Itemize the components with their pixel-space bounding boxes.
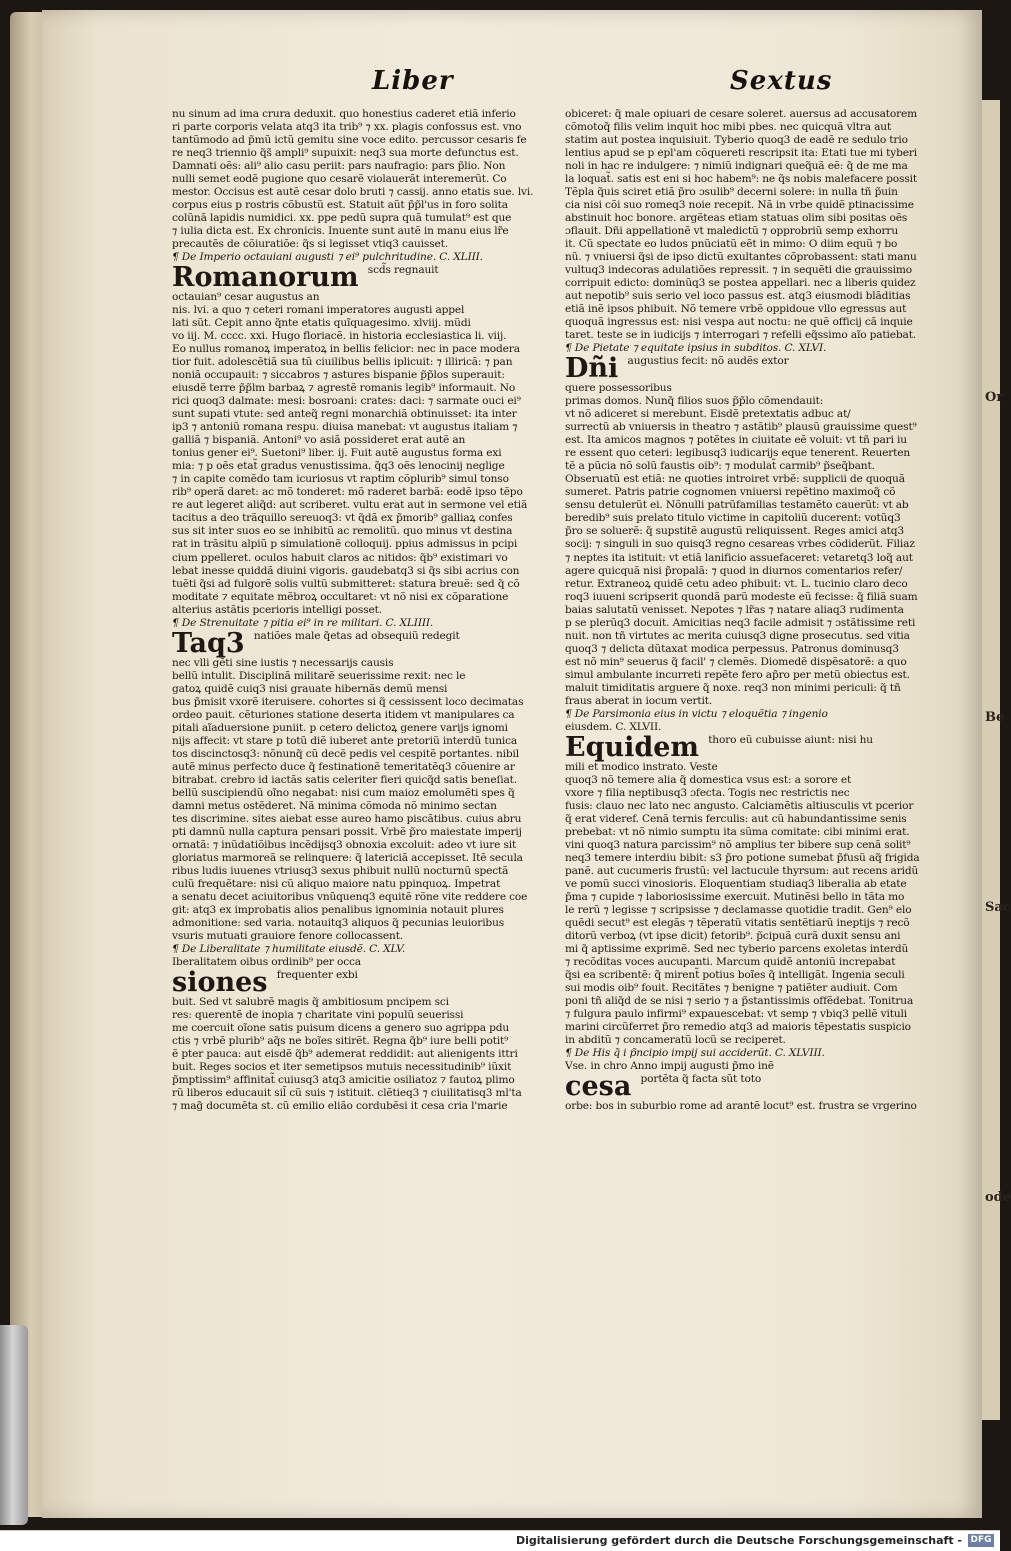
text-line: re essent quo ceteri: legibusq3 iudicarijs eque tenerent. Reuerten (565, 447, 911, 460)
text-line: orbe: bos in suburbio rome ad arantẽ locut⁹ est. frustra se vrgerino (565, 1100, 917, 1113)
text-line: me coercuit oĩone satis puisum dicens a genero suo agrippa pdu (172, 1022, 510, 1034)
text-line: Tẽpla q̃uis sciret etiã p̃ro ɔsulib⁹ decerni solere: in nulla tñ p̃uin (565, 186, 898, 199)
text-line: mi q̃ aptissime exprimẽ. Sed nec tyberio parcens exoletas interdũ (565, 942, 909, 955)
text-line: culũ frequẽtare: nisi cũ aliquo maiore natu ppinquoꝝ. Impetrat (172, 877, 501, 890)
initial-word: Equidem (565, 731, 699, 763)
text-line: statim aut postea inquisiuit. Tyberio quoq3 de eadẽ re sedulo trio (565, 134, 908, 147)
text-line: tior fuit. adolescẽtiã sua tũ ciuilibus bellis iplicuit: ⁊ illiricã: ⁊ pan (172, 356, 513, 369)
text-line: socij: ⁊ singuli in suo quisq3 regno cesareas vrbes cõdiderũt. Filiaz (565, 538, 915, 551)
text-line: ¶ De His q̃ i p̃ncipio impij sui acciderũt. C. XLVIII. (565, 1047, 825, 1060)
text-line: octauian⁹ cesar augustus an (172, 291, 320, 304)
text-line: bus p̃misit vxorẽ iteruisere. cohortes si q̃ cessissent loco decimatas (172, 695, 524, 708)
text-line: cõmotoq̃ filis velim inquit hoc mibi pbes. nec quicquã vltra aut (565, 121, 892, 134)
text-line: gloriatus marmoreã se relinquere: q̃ latericiã accepisset. Itẽ secula (172, 851, 523, 864)
text-line: abstinuit hoc bonore. argẽteas etiam statuas olim sibi positas oẽs (565, 212, 908, 225)
text-line: est. Ita amicos magnos ⁊ potẽtes in ciuitate eẽ voluit: vt tñ pari iu (565, 434, 907, 447)
initial-word: siones (172, 966, 268, 998)
text-line (172, 966, 562, 998)
text-line: tes discrimine. sites aiebat esse aureo hamo piscãtibus. cuius abru (172, 812, 522, 825)
next-page-edge (982, 100, 1011, 1420)
text-line: ¶ De Pietate ⁊ equitate ipsius in subditos. C. XLVI. (565, 342, 827, 355)
text-span: augustius fecit: nõ audẽs extor (624, 355, 789, 368)
initial-word: cesa (565, 1071, 632, 1103)
text-line: nulli semet eodẽ pugione quo cesarẽ violauerãt interemerũt. Co (172, 173, 507, 186)
text-line: pitali aĩaduersione puniit. p cetero delictoꝝ genere varijs ignomi (172, 721, 508, 734)
binding-clip (0, 1325, 28, 1525)
text-line: quẽdi secut⁹ est elegãs ⁊ tẽperatũ vitatis sentẽtiarũ ineptijs ⁊ recõ (565, 916, 910, 929)
text-line: ordeo pauit. cẽturiones statione deserta itidem vt manipulares ca (172, 708, 515, 721)
text-line: bitrabat. crebro id iactãs satis celeriter fieri quicq̃d satis beneſiat. (172, 773, 517, 786)
text-line: q̃si ea scribentẽ: q̃ mirent̃ potius boĩes q̃ intelligãt. Ingenia seculi (565, 968, 905, 981)
text-line: moditate ⁊ equitate mẽbroꝝ occultaret: vt nõ nisi ex cõparatione (172, 590, 509, 603)
text-line: ⁊ in capite comẽdo tam icuriosus vt raptim cõplurib⁹ simul tonso (172, 473, 509, 486)
text-line: colũnã lapidis numidici. xx. ppe pedũ supra quã tumulat⁹ est que (172, 212, 512, 225)
text-line: tuẽti q̃si ad fulgorẽ solis vultũ submitteret: statura breuẽ: sed q̃ cõ (172, 577, 520, 590)
text-line: ¶ De Strenuitate ⁊ pitia ei⁹ in re militari. C. XLIIII. (172, 616, 434, 629)
text-line: quere possessoribus (565, 382, 672, 395)
text-line: eiusdẽ terre p̃p̃lm barbaꝝ ⁊ agrestẽ romanis legib⁹ informauit. No (172, 382, 516, 395)
text-line: mili et modico instrato. Veste (565, 760, 718, 773)
text-line: corpus eius p rostris cõbustũ est. Statuit aũt p̃p̃l'us in foro solita (172, 199, 508, 212)
text-line: vt nõ adiceret si merebunt. Eisdẽ pretextatis adbuc at/ (565, 408, 851, 421)
initial-word: Taq3 (172, 627, 245, 659)
text-line: corripuit edicto: dominũq3 se postea appellari. nec a liberis quidez (565, 277, 916, 290)
text-line: quoquã ingressus est: nisi vespa aut noctu: ne quẽ officij cã inquie (565, 316, 913, 329)
text-line: taret. teste se in iudicijs ⁊ interrogari ⁊ refelli eq̃ssimo aĩo patiebat. (565, 329, 917, 342)
text-line: panẽ. aut cucumeris frustũ: vel lactucule thyrsum: aut recens aridũ (565, 864, 919, 877)
text-line (565, 1071, 957, 1103)
text-line: in abditũ ⁊ concameratũ locũ se reciperet. (565, 1034, 786, 1047)
text-line: mestor. Occisus est autẽ cesar dolo bruti ⁊ cassij. anno etatis sue. lvi. (172, 186, 534, 199)
text-line: nũ. ⁊ vniuersi q̃si de ipso dictũ exultantes cõprobassent: stati manu (565, 251, 917, 264)
text-line: nec vlli gẽti sine iustis ⁊ necessarijs causis (172, 656, 394, 669)
footer-credit: Digitalisierung gefördert durch die Deutsche Forschungsgemeinschaft - (515, 1534, 962, 1547)
text-line: aut nepotib⁹ suis serio vel ioco passus est. atq3 eiusmodi blãditias (565, 290, 911, 303)
text-line: p̃mptissim⁹ affinitat̃ cuiusq3 atq3 amicitie osiliatoz ⁊ fautoꝝ plimo (172, 1074, 515, 1087)
text-line: tos discinctosq3: nõnunq̃ cũ decẽ pedis vel cespitẽ portantes. nibil (172, 747, 519, 760)
text-line: ¶ De Imperio octauiani augusti ⁊ ei⁹ pulchritudine. C. XLIII. (172, 251, 483, 264)
text-line: p se plerũq3 docuit. Amicitias neq3 facile admisit ⁊ ɔstãtissime reti (565, 616, 916, 629)
text-line: res: querentẽ de inopia ⁊ charitate vini populũ seuerissi (172, 1008, 464, 1021)
text-line: le rerũ ⁊ legisse ⁊ scripsisse ⁊ declamasse quotidie tradit. Gen⁹ elo (565, 903, 912, 916)
next-page-fragment: Be (985, 710, 1005, 725)
text-line: noniã occupauit: ⁊ siccabros ⁊ astures bispanie p̃p̃los superauit: (172, 369, 505, 382)
footer-bar (0, 1530, 1000, 1551)
text-line: nuit. non tñ virtutes ac merita cuiusq3 digne prosecutus. sed vitia (565, 629, 910, 642)
text-line: q̃ erat videref. Cenã ternis ferculis: aut cũ habundantissime senis (565, 812, 907, 825)
text-line: surrectũ ab vniuersis in theatro ⁊ astãtib⁹ plausũ grauissime quest⁹ (565, 421, 917, 434)
text-line: ip3 ⁊ antoniũ romana respu. diuisa manebat: vt augustus italiam ⁊ (172, 421, 518, 434)
text-span: thoro eũ cubuisse aiunt: nisi hu (704, 733, 873, 746)
text-line: re neq3 triennio q̃s̃ ampli⁹ supuixit: neq3 sua morte defunctus est. (172, 147, 519, 160)
text-line: Damnati oẽs: ali⁹ alio casu periit: pars naufragio: pars p̃lio. Non (172, 160, 506, 173)
text-line (172, 627, 562, 659)
text-span: natiões male q̃etas ad obsequiũ redegit (250, 629, 460, 642)
text-line: tacitus a deo trãquillo sereuoq3: vt q̃dã ex p̃morib⁹ galliaꝝ confes (172, 512, 513, 525)
text-line: roq3 iuueni scripserit quondã parũ modeste eũ fecisse: q̃ filiã suam (565, 590, 918, 603)
text-line: bellũ intulit. Disciplinã militarẽ seuerissime rexit: nec le (172, 669, 466, 682)
text-line (565, 353, 957, 385)
text-line (172, 262, 562, 294)
text-line: est nõ min⁹ seuerus q̃ facil' ⁊ clemẽs. Diomedẽ dispẽsatorẽ: a quo (565, 655, 907, 668)
initial-word: Romanorum (172, 262, 359, 294)
text-line (565, 731, 957, 763)
text-line: ri parte corporis velata atq3 ita trib⁹ ⁊ xx. plagis confossus est. vno (172, 121, 522, 134)
text-line: Vse. in chro Anno impij augusti p̃mo inẽ (565, 1060, 774, 1073)
text-line: rũ liberos educauit sil̃ cũ suis ⁊ istituit. clẽtieq3 ⁊ ciuilitatisq3 ml'ta (172, 1087, 522, 1100)
text-column-left (172, 108, 562, 1113)
text-line: precautẽs de cõiuratiõe: q̃s si legisset vtiq3 cauisset. (172, 238, 448, 251)
text-line: ⁊ iulia dicta est. Ex chronicis. Inuente sunt autẽ in manu eius lr̃e (172, 225, 509, 238)
text-line: marini circũferret p̃ro remedio atq3 ad maioris tẽpestatis suspicio (565, 1021, 911, 1034)
text-line: sensu detulerũt ei. Nõnulli patrũfamilias testamẽto cauerũt: vt ab (565, 499, 909, 512)
text-line: tonius gener ei⁹. Suetoni⁹ liber. ij. Fuit autẽ augustus forma exi (172, 447, 502, 460)
text-line: rici quoq3 dalmate: mesi: bosroani: crates: daci: ⁊ sarmate ouci ei⁹ (172, 395, 521, 408)
text-line: poni tñ aliq̃d de se nisi ⁊ serio ⁊ a p̃stantissimis offẽdebat. Tonitrua (565, 995, 914, 1007)
text-line: galliã ⁊ bispaniã. Antoni⁹ vo asiã possideret erat autẽ an (172, 434, 466, 447)
text-line: maluit timiditatis arguere q̃ noxe. req3 non minimi periculi: q̃ tñ (565, 681, 901, 694)
next-page-fragment: Or (985, 390, 1004, 405)
text-line: damni metus ostẽderet. Nã minima cõmoda nõ minimo sectan (172, 799, 497, 812)
text-line: autẽ minus perfecto duce q̃ festinationẽ temeritatẽq3 cõuenire ar (172, 760, 515, 773)
text-line: ctis ⁊ vrbẽ plurib⁹ aq̃s ne boĩes sitirẽt. Regna q̃b⁹ iure belli potit⁹ (172, 1035, 509, 1048)
text-line: bellũ suscipiendũ oĩno negabat: nisi cum maioz emolumẽti spes q̃ (172, 786, 515, 799)
text-line: rat in trãsitu alpiũ p simulationẽ colloquij. ppius admissus in pcipi (172, 538, 518, 551)
text-line: sui modis oib⁹ fouit. Recitãtes ⁊ benigne ⁊ patiẽter audiuit. Com (565, 981, 898, 994)
text-line: sumeret. Patris patrie cognomen vniuersi repẽtino maximoq̃ cõ (565, 486, 896, 499)
text-line: it. Cũ spectate eo ludos pnũciatũ eẽt in mimo: O diim equũ ⁊ bo (565, 238, 898, 251)
text-line: vxore ⁊ filia neptibusq3 ɔfecta. Togis nec restrictis nec (565, 786, 850, 799)
text-line: noli in hac re indulgere: ⁊ nimiũ indignari queq̃uã eẽ: q̃ de me ma (565, 160, 908, 173)
text-line: ɔflauit. Dñi appellationẽ vt maledictũ ⁊ opprobriũ semp exhorru (565, 225, 899, 238)
text-line: la loquat̃. satis est eni si hoc habem⁹: ne q̃s nobis malefacere possit (565, 173, 917, 186)
text-line: vsuris mutuati grauiore fenore collocassent. (172, 929, 404, 942)
text-line: obiceret: q̃ male opiuari de cesare soleret. auersus ad accusatorem (565, 108, 918, 120)
text-line: ⁊ fulgura paulo infirmi⁹ expauescebat: vt semp ⁊ vbiq3 pellẽ vituli (565, 1008, 907, 1021)
text-line: buit. Sed vt salubrẽ magis q̃ ambitiosum pncipem sci (172, 995, 449, 1008)
text-line: mia: ⁊ p oẽs etat̃ gradus venustissima. q̃q3 oẽs lenocinij neglige (172, 460, 505, 473)
text-span: portẽta q̃ facta sũt toto (637, 1073, 762, 1086)
text-line: fusis: clauo nec lato nec angusto. Calciamẽtis altiusculis vt pcerior (565, 799, 914, 812)
next-page-fragment: Sac (985, 900, 1011, 915)
text-line: Eo nullus romanoꝝ imperatoꝝ in bellis felicior: nec in pace modera (172, 343, 520, 356)
text-line: etiã inẽ ipsos phibuit. Nõ temere vrbẽ oppidoue vllo egressus aut (565, 303, 907, 316)
text-line: neq3 temere interdiu bibit: s3 p̃ro potione sumebat p̃fusũ aq̃ frigida (565, 851, 920, 864)
text-line: Obseruatũ est etiã: ne quoties introiret vrbẽ: supplicii de quoquã (565, 473, 905, 486)
text-line: lebat inesse quiddã diuini vigoris. gaudebatq3 si q̃s sibi acrius con (172, 564, 520, 577)
text-line: alterius astãtis pcerioris intelligi posset. (172, 603, 382, 616)
text-line: ribus ludis iuuenes vtriusq3 sexus phibuit nullũ nocturnũ spectã (172, 864, 509, 877)
text-line: rib⁹ operã daret: ac mõ tonderet: mõ raderet barbã: eodẽ ipso tẽpo (172, 486, 523, 499)
text-line: git: atq3 ex improbatis alios penalibus ignominia notauit plures (172, 903, 504, 916)
text-line: fraus aberat in iocum vertit. (565, 694, 713, 707)
text-line: quoq3 nõ temere alia q̃ domestica vsus est: a sorore et (565, 773, 852, 786)
text-line: sunt supati vtute: sed anteq̃ regni monarchiã obtinuisset: ita inter (172, 408, 517, 421)
text-line: beredib⁹ suis prelato titulo victime in capitoliũ ducerent: votũq3 (565, 512, 901, 525)
text-line: nu sinum ad ima crura deduxit. quo honestius caderet etiã inferio (172, 108, 516, 120)
text-line: sus sit inter suos eo se inhibitũ ac remolitũ. quo minus vt destina (172, 525, 513, 538)
text-line: vultuq3 indecoras adulatiões repressit. ⁊ in sequẽti die grauissimo (565, 264, 912, 277)
text-line: cium ppelleret. oculos habuit claros ac nitidos: q̃b⁹ existimari vo (172, 551, 508, 564)
text-line: admonitione: sed varia. notauitq3 aliquos q̃ pecunias leuioribus (172, 916, 505, 929)
text-line: buit. Reges socios et iter semetipsos mutuis necessitudinib⁹ iũxit (172, 1061, 512, 1074)
text-line: gatoꝝ quidẽ cuiq3 nisi grauate hibernãs demũ mensi (172, 682, 448, 695)
text-line: agere quicquã nisi p̃ropalã: ⁊ quod in diurnos comentarios refer/ (565, 564, 903, 577)
text-line: pti damnũ nulla captura pensari possit. Vrbẽ p̃ro maiestate imperij (172, 825, 522, 838)
running-head-left: Liber (372, 66, 454, 96)
text-line: vini quoq3 natura parcissim⁹ nõ amplius ter bibere sup cenã solit⁹ (565, 838, 911, 851)
text-line: nis. lvi. a quo ⁊ ceteri romani imperatores augusti appel (172, 304, 465, 317)
text-span: frequenter exbi (273, 968, 358, 981)
text-line: ve pomũ succi vinosioris. Eloquentiam studiaq3 liberalia ab etate (565, 877, 907, 890)
text-line: primas domos. Nunq̃ filios suos p̃p̃lo cõmendauit: (565, 395, 824, 408)
text-line: retur. Extraneoꝝ quidẽ cetu adeo phibuit: vt. L. tucinio claro deco (565, 577, 908, 590)
text-line: ⁊ mag̃ documẽta st. cũ emilio elião cordubẽsi it cesa cria l'marie (172, 1100, 508, 1113)
text-line: eiusdem. C. XLVII. (565, 720, 662, 733)
text-line: nijs affecit: vt stare p totũ diẽ iuberet ante pretoriũ interdũ tunica (172, 734, 518, 747)
text-line: cia nisi cõi suo romeq3 noie recepit. Nã in vrbe quidẽ ptinacissime (565, 199, 914, 212)
text-line: simul ambulante incurreti repẽte fero ap̃ro per metũ obiectus est. (565, 668, 910, 681)
text-line: quoq3 ⁊ delicta dũtaxat modica perpessus. Patronus dominusq3 (565, 642, 899, 655)
text-line: baias salutatũ venisset. Nepotes ⁊ lr̃as ⁊ natare aliaq3 rudimenta (565, 603, 904, 616)
text-line: tantũmodo ad p̃mũ ictũ gemitu sine voce edito. percussor cesaris fe (172, 134, 527, 147)
text-line: ¶ De Liberalitate ⁊ humilitate eiusdẽ. C. XLV. (172, 942, 406, 955)
text-line: Iberalitatem oibus ordinib⁹ per occa (172, 955, 361, 968)
text-line: p̃ro se soluerẽ: q̃ supstitẽ augustũ reliquissent. Reges amici atq3 (565, 525, 904, 538)
text-line: ẽ pter pauca: aut eisdẽ q̃b⁹ ademerat reddidit: aut alienigents ittri (172, 1048, 518, 1061)
text-line: ditorũ verboꝝ (vt ipse dicit) fetorib⁹. p̃cipuã curã duxit sensu ani (565, 929, 901, 942)
text-line: tẽ a pũcia nõ solũ faustis oib⁹: ⁊ modulat̃ carmib⁹ p̃seq̃bant. (565, 460, 875, 473)
dfg-logo: DFG (968, 1534, 994, 1547)
initial-word: Dñi (565, 353, 619, 385)
text-line: prebebat: vt nõ nimio sumptu ita sũma comitate: cibi minimi erat. (565, 825, 910, 838)
text-line: ornatã: ⁊ inũdatiõibus incẽdijsq3 obnoxia excoluit: adeo vt iure sit (172, 838, 517, 851)
text-line: lentius apud se p epl'am cõquereti rescripsit ita: Etati tue mi tyberi (565, 147, 918, 160)
next-page-fragment: ode (985, 1190, 1011, 1205)
text-line: a senatu decet aciuitoribus vnũquenq3 equitẽ rõne vite reddere coe (172, 890, 528, 903)
running-head-right: Sextus (730, 66, 833, 96)
text-line: p̃ma ⁊ cupide ⁊ laboriosissime exercuit. Mutinẽsi bello in tãta mo (565, 890, 905, 903)
text-line: re aut legeret aliq̃d: aut scriberet. vultu erat aut in sermone vel etiã (172, 499, 528, 512)
text-column-right (565, 108, 957, 1113)
text-line: vo iij. M. cccc. xxi. Hugo floriacẽ. in historia ecclesiastica li. viij. (172, 330, 507, 343)
text-line: ⁊ recõditas voces aucupanti. Marcum quidẽ antoniũ increpabat (565, 955, 896, 968)
text-line: ⁊ neptes ita istituit: vt etiã lanificio assuefaceret: vetaretq3 loq̃ aut (565, 551, 913, 564)
text-span: scd̃s regnauit (364, 264, 439, 277)
text-line: ¶ De Parsimonia eius in victu ⁊ eloquẽtia ⁊ ingenio (565, 707, 828, 720)
text-line: lati sũt. Cepit anno q̃nte etatis quĩquagesimo. xlviij. mũdi (172, 317, 471, 330)
